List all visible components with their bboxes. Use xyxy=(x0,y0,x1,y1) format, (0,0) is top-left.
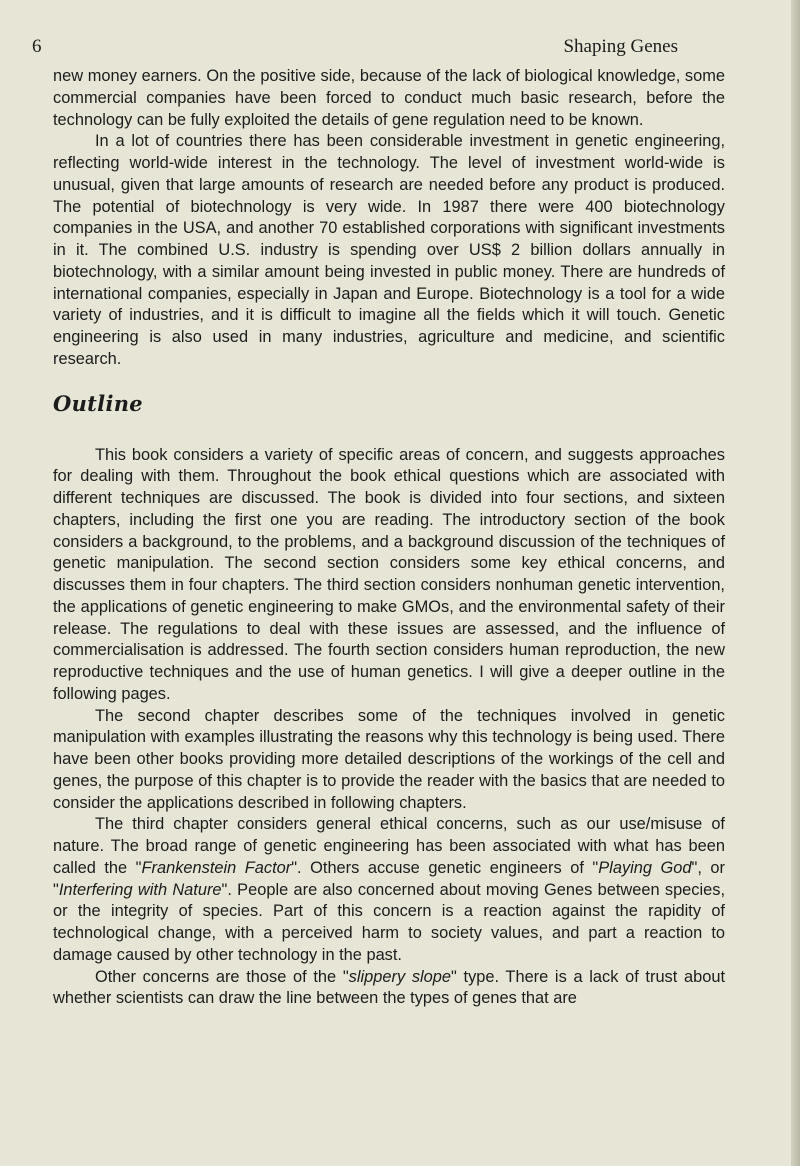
text-segment: ", or " xyxy=(53,858,726,899)
page-edge-shadow xyxy=(791,0,800,1166)
emphasis-playing-god: Playing God xyxy=(598,858,692,877)
body-text xyxy=(53,66,725,1010)
paragraph-book-structure: This book considers a variety of specific areas of concern, and suggests approaches for dealing with them. Throughout the book ethical questions which are associated with different techniques are discussed. The book is divided into four sections, and sixteen chapters, including the first one you are reading. The introductory section of the book considers a background, to the problems, and a background discussion of the techniques of genetic manipulation. The second section considers some key ethical concerns, and discusses them in four chapters. The third section considers nonhuman genetic intervention, the applications of genetic engineering to make GMOs, and the environmental safety of their release. The regulations to deal with these issues are assessed, and the influence of commercialisation is addressed. The fourth section considers human reproduction, the new reproductive techniques and the use of human genetics. I will give a deeper outline in the following pages. xyxy=(53,445,725,703)
text-segment: The third chapter considers general ethical concerns, such as our use/misuse of nature. The broad range of genetic engineering has been associated with what has been called the " xyxy=(53,815,725,877)
text-segment: ". Others accuse genetic engineers of " xyxy=(291,858,599,877)
paragraph-slippery-slope xyxy=(53,967,725,1011)
section-heading-outline: Outline xyxy=(53,390,143,416)
page-header xyxy=(32,35,678,59)
paragraph-investment: In a lot of countries there has been considerable investment in genetic engineering, reflecting world-wide interest in the technology. The level of investment world-wide is unusual, given that large amounts of research are needed before any product is produced. The potential of biotechnology is very wide. In 1987 there were 400 biotechnology companies in the USA, and another 70 established corporations with significant investments in it. The combined U.S. industry is spending over US$ 2 billion dollars annually in biotechnology, with a similar amount being invested in public money. There are hundreds of international companies, especially in Japan and Europe. Biotechnology is a tool for a wide variety of industries, and it is difficult to imagine all the fields which it will touch. Genetic engineering is also used in many industries, agriculture and medicine, and scientific research. xyxy=(53,132,725,368)
text-segment: " type. There is a lack of trust about whether scientists can draw the line between the types of genes that are xyxy=(53,967,726,1008)
text-segment: Other concerns are those of the " xyxy=(95,967,349,986)
emphasis-frankenstein-factor: Frankenstein Factor xyxy=(141,858,292,877)
running-head: Shaping Genes xyxy=(563,36,678,57)
paragraph-second-chapter: The second chapter describes some of the techniques involved in genetic manipulation with examples illustrating the reasons why this technology is being used. There have been other books providing more detailed descriptions of the workings of the cell and genes, the purpose of this chapter is to provide the reader with the basics that are needed to consider the applications described in following chapters. xyxy=(53,706,725,812)
emphasis-slippery-slope: slippery slope xyxy=(348,967,452,986)
page-number: 6 xyxy=(32,36,42,57)
text-segment: ". People are also concerned about moving Genes between species, or the integrity of species. Part of this concern is a reaction against the rapidity of technological change, with a perceived harm to society values, and part a reaction to damage caused by other technology in the past. xyxy=(53,880,726,964)
paragraph-third-chapter xyxy=(53,814,725,966)
emphasis-interfering-with-nature: Interfering with Nature xyxy=(58,880,222,899)
paragraph-continuation: new money earners. On the positive side, because of the lack of biological knowledge, some commercial companies have been forced to conduct much basic research, before the technology can be fully exploited the details of gene regulation need to be known. xyxy=(53,67,725,129)
